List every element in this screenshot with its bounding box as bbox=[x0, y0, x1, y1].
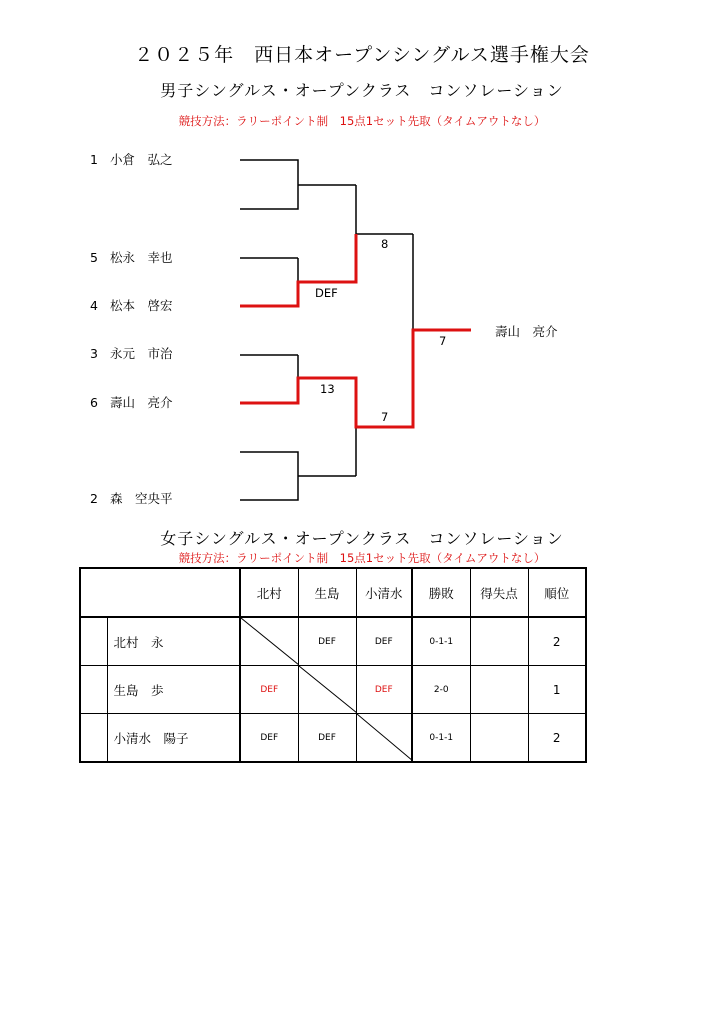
bracket-player: 6 壽山 亮介 bbox=[90, 395, 173, 410]
result-cell: DEF bbox=[356, 617, 412, 666]
points-cell bbox=[470, 666, 528, 714]
bracket-player: 2 森 空央平 bbox=[90, 491, 173, 506]
result-cell: DEF bbox=[298, 714, 356, 763]
self-match-cell bbox=[240, 617, 298, 666]
player-name: 生島 歩 bbox=[107, 666, 240, 714]
table-header-row bbox=[80, 568, 586, 617]
rank-cell: 2 bbox=[528, 714, 586, 763]
table-row bbox=[80, 666, 586, 714]
header-cell: 順位 bbox=[528, 568, 586, 617]
match-score: 7 bbox=[381, 410, 389, 424]
row-index bbox=[80, 666, 107, 714]
match-score: 7 bbox=[439, 334, 447, 348]
men-rule-text: 競技方法：ラリーポイント制 15点1セット先取（タイムアウトなし） bbox=[178, 114, 546, 128]
winner-path bbox=[240, 330, 471, 427]
win-loss-cell: 0-1-1 bbox=[412, 617, 470, 666]
bracket-player: 1 小倉 弘之 bbox=[90, 152, 173, 167]
header-cell: 勝敗 bbox=[412, 568, 470, 617]
table-row bbox=[80, 714, 586, 763]
women-section-title: 女子シングルス・オープンクラス コンソレーション bbox=[160, 529, 564, 548]
match-score: 8 bbox=[381, 237, 389, 251]
men-section-title: 男子シングルス・オープンクラス コンソレーション bbox=[160, 81, 564, 100]
women-rule-text: 競技方法：ラリーポイント制 15点1セット先取（タイムアウトなし） bbox=[178, 551, 546, 565]
row-index bbox=[80, 714, 107, 763]
result-cell: DEF bbox=[240, 666, 298, 714]
result-cell: DEF bbox=[356, 666, 412, 714]
result-cell: DEF bbox=[240, 714, 298, 763]
match-score: DEF bbox=[315, 286, 338, 300]
bracket-line bbox=[240, 452, 298, 500]
result-cell: DEF bbox=[298, 617, 356, 666]
self-match-cell bbox=[298, 666, 356, 714]
bracket-player: 3 永元 市治 bbox=[90, 346, 173, 361]
rank-cell: 1 bbox=[528, 666, 586, 714]
row-index bbox=[80, 617, 107, 666]
self-match-cell bbox=[356, 714, 412, 763]
round-robin-table bbox=[79, 567, 587, 763]
win-loss-cell: 0-1-1 bbox=[412, 714, 470, 763]
header-cell: 北村 bbox=[240, 568, 298, 617]
points-cell bbox=[470, 714, 528, 763]
table-row bbox=[80, 617, 586, 666]
player-name: 北村 永 bbox=[107, 617, 240, 666]
rank-cell: 2 bbox=[528, 617, 586, 666]
points-cell bbox=[470, 617, 528, 666]
bracket-player: 4 松本 啓宏 bbox=[90, 298, 173, 313]
header-cell: 小清水 bbox=[356, 568, 412, 617]
header-blank bbox=[80, 568, 240, 617]
player-name: 小清水 陽子 bbox=[107, 714, 240, 763]
header-cell: 生島 bbox=[298, 568, 356, 617]
page-title: ２０２５年 西日本オープンシングルス選手権大会 bbox=[134, 44, 590, 66]
bracket-player: 5 松永 幸也 bbox=[90, 250, 173, 265]
bracket-winner: 壽山 亮介 bbox=[495, 324, 558, 339]
win-loss-cell: 2-0 bbox=[412, 666, 470, 714]
bracket-line bbox=[240, 160, 298, 209]
header-cell: 得失点 bbox=[470, 568, 528, 617]
match-score: 13 bbox=[320, 382, 335, 396]
